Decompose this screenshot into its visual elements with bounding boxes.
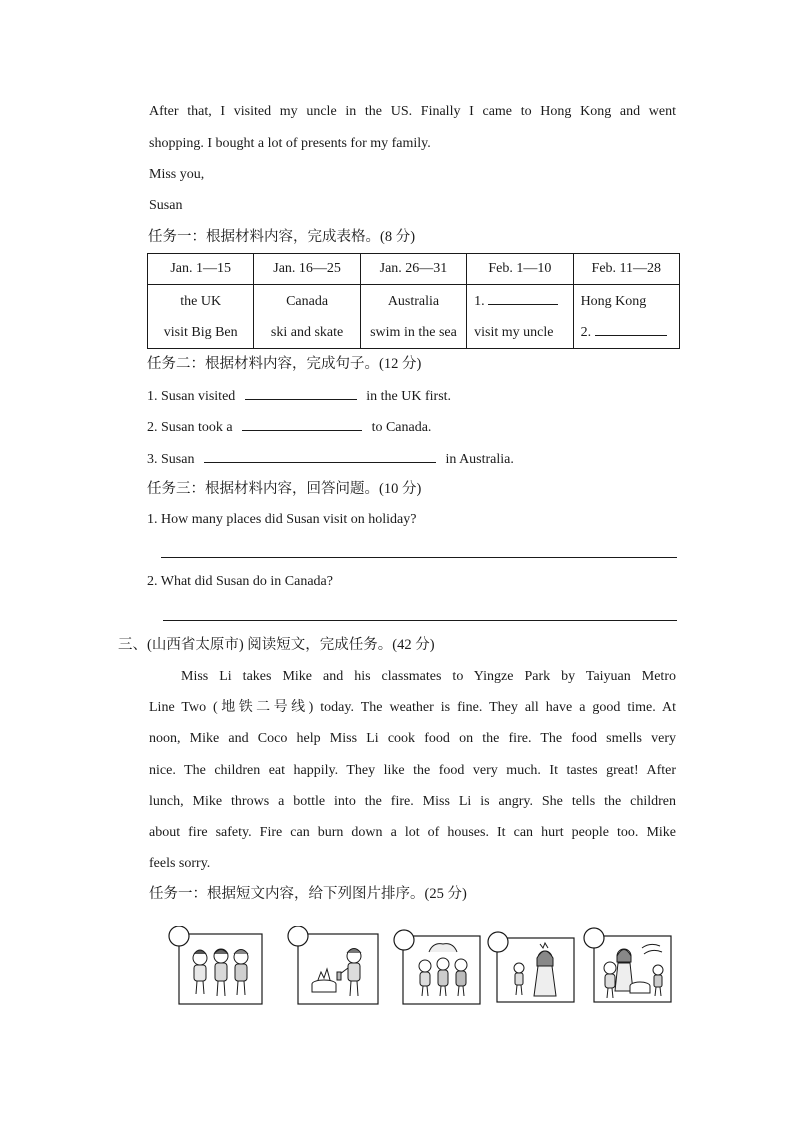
table-header-cell: Jan. 26—31 [360, 254, 466, 285]
place-text: Australia [387, 293, 440, 309]
answer-line-2[interactable] [163, 620, 677, 621]
passage-line-1: Miss Li takes Mike and his classmates to Yingze Park by Taiyuan Metro [181, 669, 676, 684]
blank-answer-1[interactable] [474, 286, 572, 317]
question-1: 1. How many places did Susan visit on holiday? [147, 512, 417, 527]
order-circle[interactable] [288, 926, 308, 946]
sentence-1-start: 1. Susan visited [147, 389, 236, 404]
table-row [148, 285, 680, 349]
blank-answer-2[interactable] [581, 317, 679, 348]
sentence-3 [147, 449, 514, 469]
table-cell [254, 285, 360, 349]
passage-line-5: lunch, Mike throws a bottle into the fire. Miss Li is angry. She tells the children [149, 794, 676, 809]
sentence-3-start: 3. Susan [147, 452, 195, 467]
sentence-1-blank[interactable] [245, 386, 357, 400]
passage-line-2: Line Two (地铁二号线) today. The weather is fine. They all have a good time. At [149, 700, 676, 715]
place-text: Canada [286, 293, 329, 309]
blank-number: 2. [580, 324, 592, 340]
sentence-1-end: in the UK first. [366, 389, 452, 404]
activity-text: swim in the sea [370, 324, 457, 340]
order-circle[interactable] [584, 928, 604, 948]
table-cell [148, 285, 254, 349]
table-cell [573, 285, 679, 349]
picture-5 [582, 926, 674, 1008]
table-row [148, 254, 680, 285]
table-cell [467, 285, 573, 349]
order-circle[interactable] [394, 930, 414, 950]
sentence-2-start: 2. Susan took a [147, 420, 233, 435]
table-cell [360, 285, 466, 349]
picture-1 [167, 926, 267, 1008]
activity-text: visit my uncle [474, 324, 554, 340]
table-header-cell: Feb. 1—10 [467, 254, 573, 285]
answer-line-1[interactable] [161, 557, 677, 558]
sentence-3-blank[interactable] [204, 449, 436, 463]
passage-line-6: about fire safety. Fire can burn down a lot of houses. It can hurt people too. Mike [149, 825, 676, 840]
order-circle[interactable] [488, 932, 508, 952]
task3-title: 任务三：根据材料内容，回答问题。(10 分) [147, 481, 422, 497]
letter-closing: Miss you, [149, 167, 205, 182]
part3-task1-title: 任务一：根据短文内容，给下列图片排序。(25 分) [149, 886, 467, 902]
task2-title: 任务二：根据材料内容，完成句子。(12 分) [147, 356, 422, 372]
picture-3 [393, 928, 483, 1008]
order-circle[interactable] [169, 926, 189, 946]
letter-line-2: shopping. I bought a lot of presents for my family. [149, 136, 431, 151]
passage-line-4: nice. The children eat happily. They like the food very much. It tastes great! After [149, 763, 676, 778]
blank-number: 1. [474, 293, 485, 309]
activity-text: ski and skate [270, 324, 344, 340]
table-header-cell: Jan. 1—15 [148, 254, 254, 285]
activity-text: visit Big Ben [163, 324, 238, 340]
picture-4 [485, 928, 577, 1008]
sentence-2 [147, 417, 431, 437]
place-text: Hong Kong [580, 293, 647, 309]
letter-line-1: After that, I visited my uncle in the US. Finally I came to Hong Kong and went [149, 104, 676, 119]
place-text: the UK [180, 293, 222, 309]
passage-line-3: noon, Mike and Coco help Miss Li cook food on the fire. The food smells very [149, 731, 676, 746]
question-2: 2. What did Susan do in Canada? [147, 574, 333, 589]
sentence-1 [147, 386, 451, 406]
table-header-cell: Jan. 16—25 [254, 254, 360, 285]
letter-signature: Susan [149, 198, 183, 213]
sentence-3-end: in Australia. [445, 452, 514, 467]
blank-line[interactable] [595, 322, 667, 336]
part3-title: 三、(山西省太原市) 阅读短文，完成任务。(42 分) [118, 637, 435, 653]
table-header-cell: Feb. 11—28 [573, 254, 679, 285]
sentence-2-blank[interactable] [242, 417, 362, 431]
travel-table [147, 253, 680, 349]
sentence-2-end: to Canada. [371, 420, 432, 435]
picture-2 [286, 926, 382, 1008]
task1-title: 任务一：根据材料内容，完成表格。(8 分) [148, 229, 416, 245]
blank-line[interactable] [488, 291, 558, 305]
passage-line-7: feels sorry. [149, 856, 211, 871]
